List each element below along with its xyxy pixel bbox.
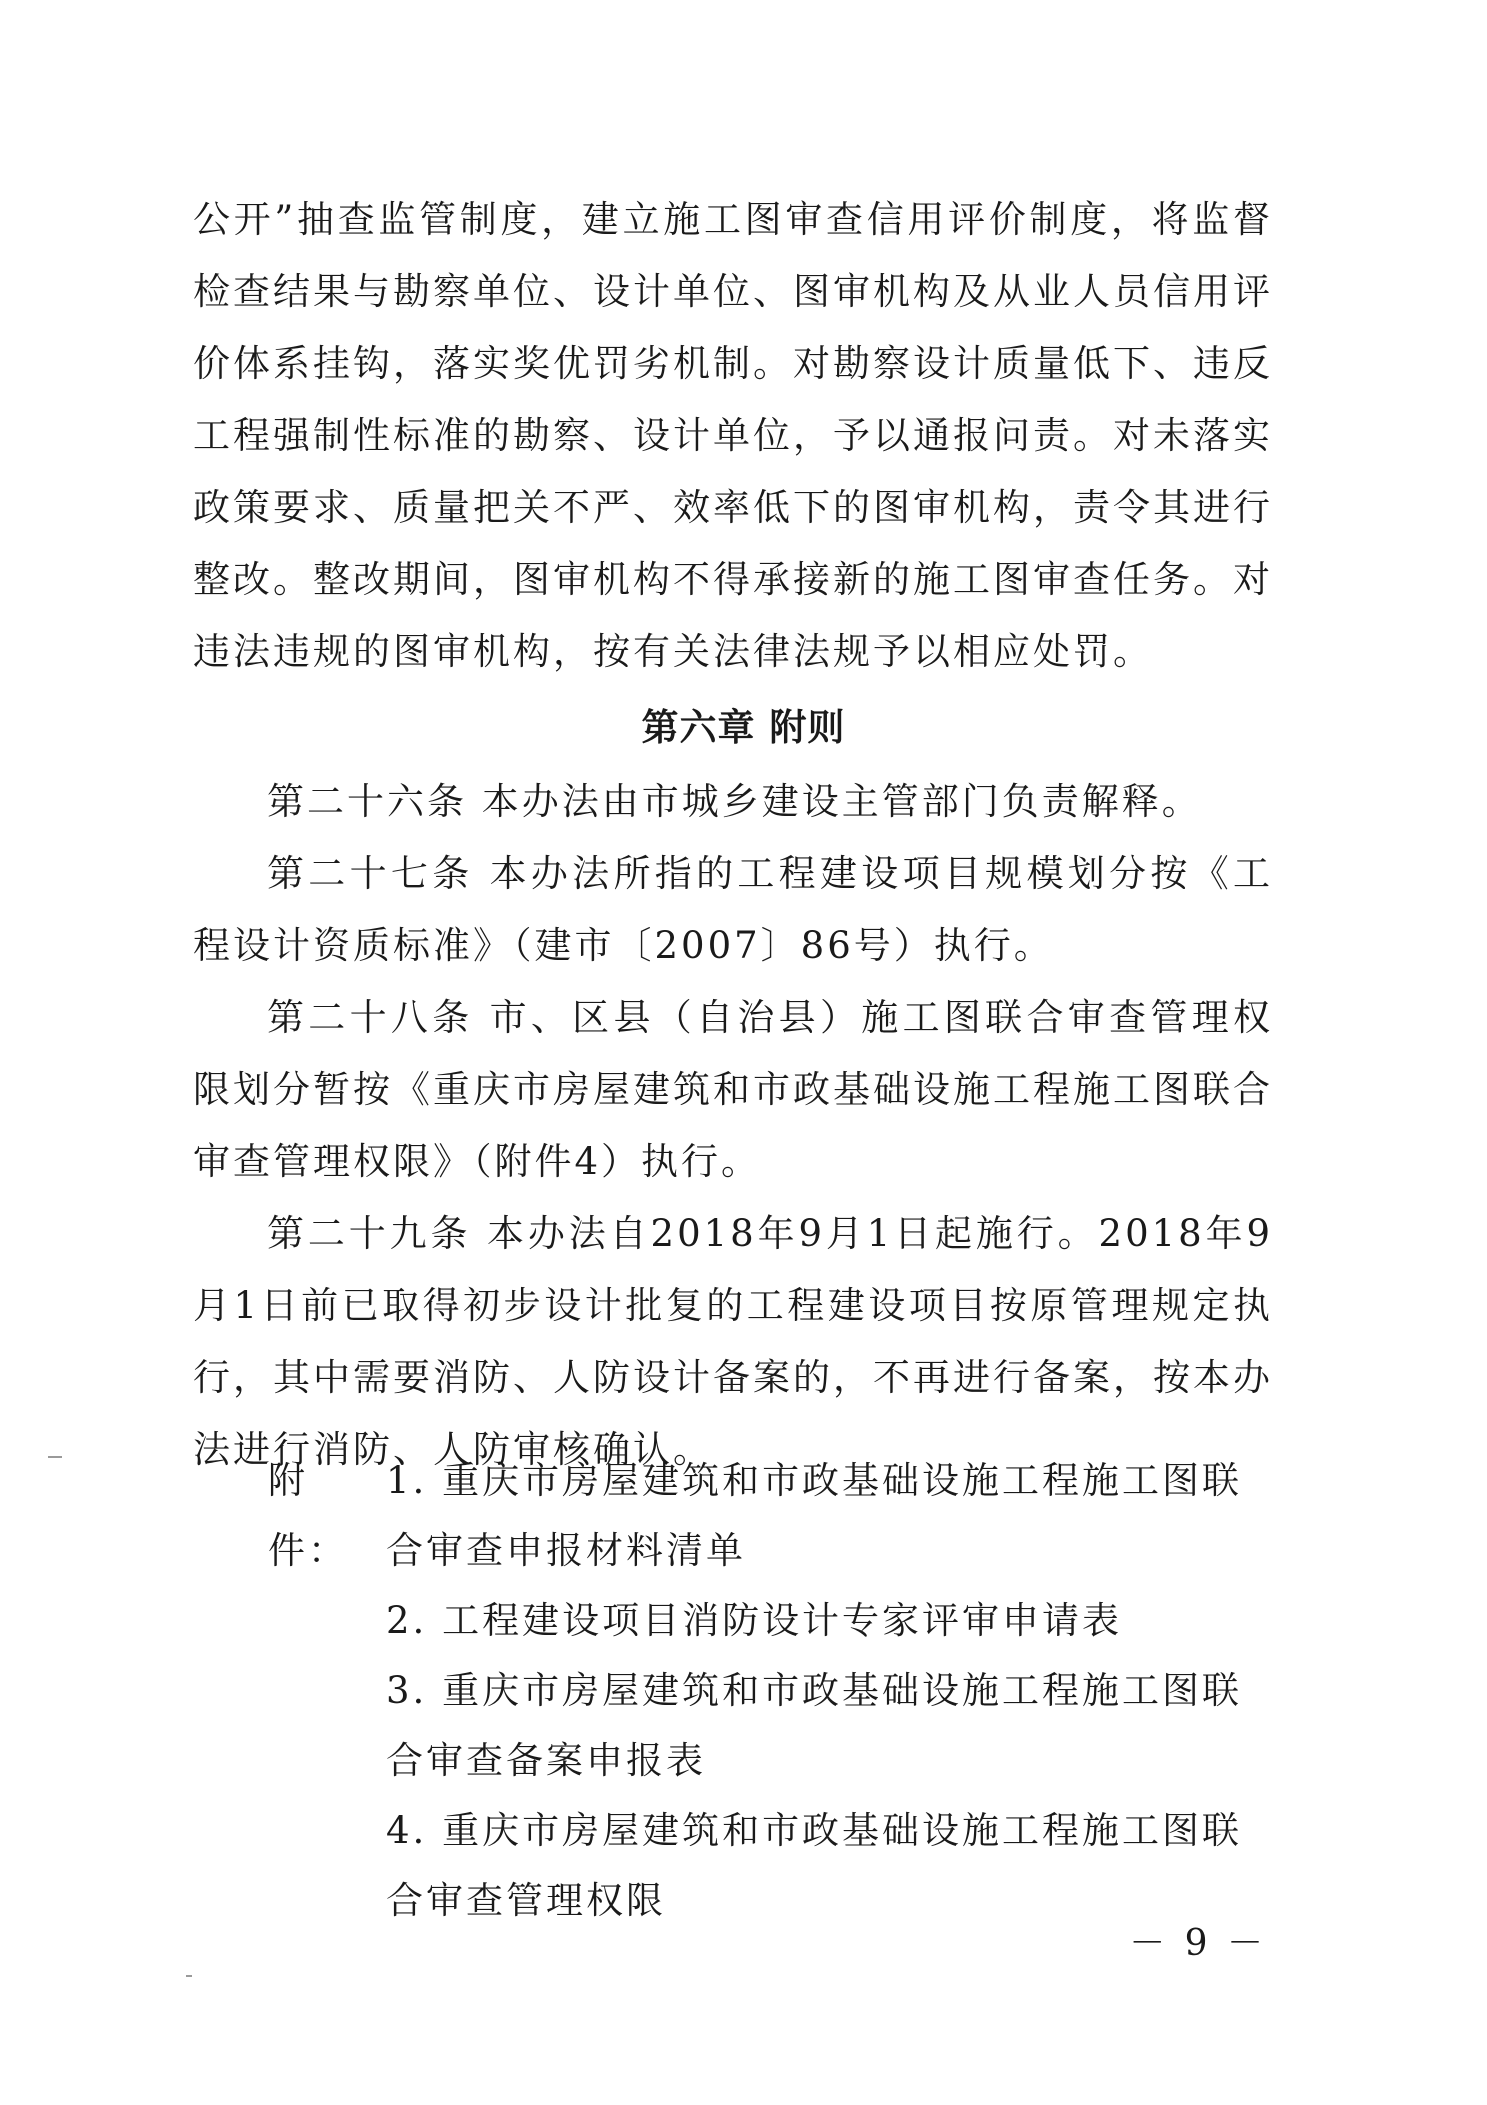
attachment-item-2: 2. 工程建设项目消防设计专家评审申请表 xyxy=(386,1599,1123,1642)
scan-speck xyxy=(186,1975,192,1977)
attachments-label: 附件： xyxy=(268,1459,348,1572)
article-29: 第二十九条 本办法自2018年9月1日起施行。2018年9月1日前已取得初步设计批复的工程建设项目按原管理规定执行，其中需要消防、人防设计备案的，不再进行备案，按本办法进行消防、人防审核确认。 xyxy=(193,1212,1273,1471)
articles-section xyxy=(193,766,1273,1486)
article-26: 第二十六条 本办法由市城乡建设主管部门负责解释。 xyxy=(267,780,1202,823)
continuation-section xyxy=(193,184,1273,688)
attachment-item-3: 3. 重庆市房屋建筑和市政基础设施工程施工图联合审查备案申报表 xyxy=(386,1669,1243,1782)
attachment-item-4: 4. 重庆市房屋建筑和市政基础设施工程施工图联合审查管理权限 xyxy=(386,1809,1243,1922)
attachment-item-1: 1. 重庆市房屋建筑和市政基础设施工程施工图联合审查申报材料清单 xyxy=(386,1459,1243,1572)
article-28: 第二十八条 市、区县（自治县）施工图联合审查管理权限划分暂按《重庆市房屋建筑和市政基础设施工程施工图联合审查管理权限》（附件4）执行。 xyxy=(193,996,1273,1183)
page-number: － 9 － xyxy=(1129,1923,1267,1964)
chapter-title: 第六章 附则 xyxy=(641,706,846,749)
article-27: 第二十七条 本办法所指的工程建设项目规模划分按《工程设计资质标准》（建市〔2007〕86号）执行。 xyxy=(193,852,1273,967)
attachments-section xyxy=(268,1446,1278,1936)
scan-speck xyxy=(48,1456,62,1458)
continuation-paragraph: 公开”抽查监管制度，建立施工图审查信用评价制度，将监督检查结果与勘察单位、设计单位、图审机构及从业人员信用评价体系挂钩，落实奖优罚劣机制。对勘察设计质量低下、违反工程强制性标准的勘察、设计单位，予以通报问责。对未落实政策要求、质量把关不严、效率低下的图审机构，责令其进行整改。整改期间，图审机构不得承接新的施工图审查任务。对违法违规的图审机构，按有关法律法规予以相应处罚。 xyxy=(193,198,1273,673)
attachments-list xyxy=(386,1446,1278,1936)
